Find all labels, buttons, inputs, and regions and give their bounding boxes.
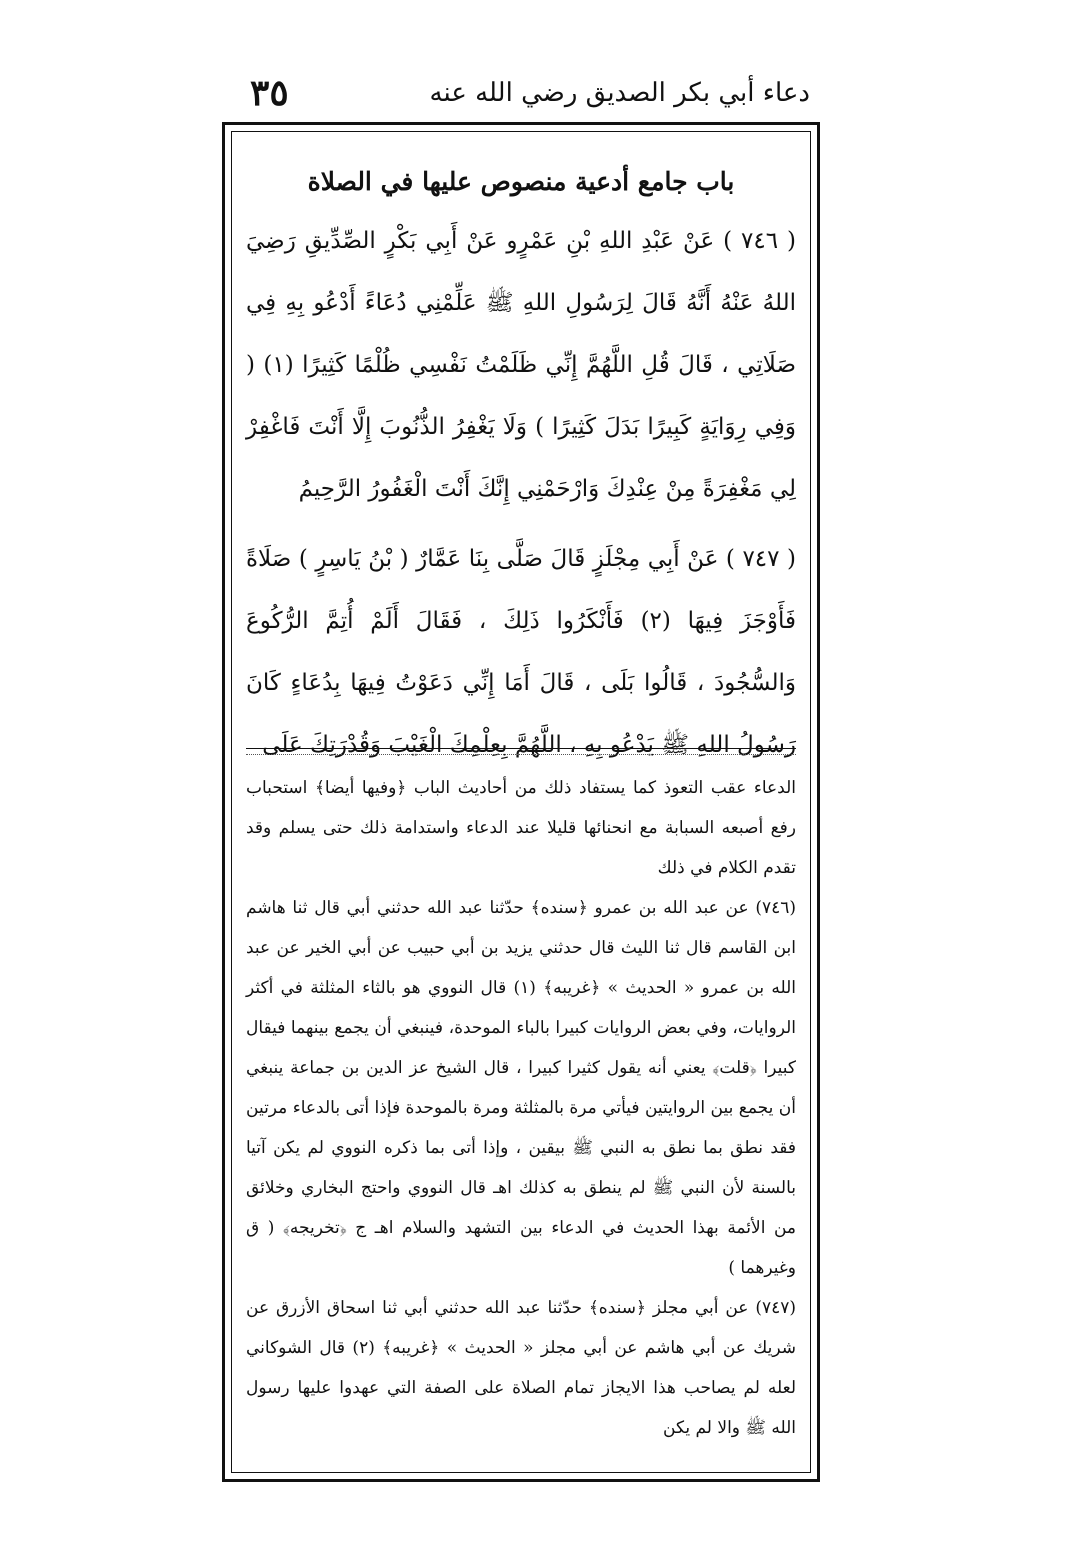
- hadith-747: ( ٧٤٧ ) عَنْ أَبِي مِجْلَزٍ قَالَ صَلَّى بِنَا عَمَّارٌ ( بْنُ يَاسِرٍ ) صَلَاةً فَأَوْجَزَ فِيهَا (٢) فَأَنْكَرُوا ذَلِكَ ، فَقَالَ أَلَمْ أُتِمَّ الرُّكُوعَ وَالسُّجُودَ ، قَالُوا بَلَى ، قَالَ أَمَا إِنِّي دَعَوْتُ فِيهَا بِدُعَاءٍ كَانَ رَسُولُ اللهِ ﷺ يَدْعُو بِهِ ، اللَّهُمَّ بِعِلْمِكَ الْغَيْبَ وَقُدْرَتِكَ عَلَى: [246, 546, 796, 758]
- page-number: ٣٥: [250, 72, 289, 114]
- commentary-paragraph: (٧٤٧) عن أبي مجلز ﴿سنده﴾ حدّثنا عبد الله حدثني أبي ثنا اسحاق الأزرق عن شريك عن أبي هاشم عن أبي مجلز « الحديث » ﴿غريبه﴾ (٢) قال الشوكاني لعله لم يصاحب هذا الايجاز تمام الصلاة على الصفة التي عهدوا عليها رسول الله ﷺ والا لم يكن: [246, 1298, 796, 1438]
- commentary-area: [246, 768, 796, 1460]
- page-frame-inner: [231, 131, 811, 1473]
- hadith-746: ( ٧٤٦ ) عَنْ عَبْدِ اللهِ بْنِ عَمْرٍو عَنْ أَبِي بَكْرٍ الصِّدِّيقِ رَضِيَ اللهُ عَنْهُ أَنَّهُ قَالَ لِرَسُولِ اللهِ ﷺ عَلِّمْنِي دُعَاءً أَدْعُو بِهِ فِي صَلَاتِي ، قَالَ قُلِ اللَّهُمَّ إِنِّي ظَلَمْتُ نَفْسِي ظُلْمًا كَثِيرًا (١) ( وَفِي رِوَايَةٍ كَبِيرًا بَدَلَ كَثِيرًا ) وَلَا يَغْفِرُ الذُّنُوبَ إِلَّا أَنْتَ فَاغْفِرْ لِي مَغْفِرَةً مِنْ عِنْدِكَ وَارْحَمْنِي إِنَّكَ أَنْتَ الْغَفُورُ الرَّحِيمُ: [246, 228, 796, 502]
- page-frame: [222, 122, 820, 1482]
- section-divider: [246, 748, 796, 749]
- hadith-text: [246, 210, 796, 776]
- main-text-area: [246, 148, 796, 768]
- page-header: [250, 70, 810, 122]
- section-divider-dotted: [246, 754, 796, 755]
- section-heading: باب جامع أدعية منصوص عليها في الصلاة: [307, 167, 735, 196]
- running-title: دعاء أبي بكر الصديق رضي الله عنه: [429, 78, 810, 108]
- commentary-paragraph: (٧٤٦) عن عبد الله بن عمرو ﴿سنده﴾ حدّثنا عبد الله حدثني أبي قال ثنا هاشم ابن القاسم قال ثنا الليث قال حدثني يزيد بن أبي حبيب عن أبي الخير عن عبد الله بن عمرو « الحديث » ﴿غريبه﴾ (١) قال النووي هو بالثاء المثلثة في أكثر الروايات، وفي بعض الروايات كبيرا بالباء الموحدة، فينبغي أن يجمع بينهما فيقال كبيرا ﴿قلت﴾ يعني أنه يقول كثيرا كبيرا ، قال الشيخ عز الدين بن جماعة ينبغي أن يجمع بين الروايتين فيأتي مرة بالمثلثة ومرة بالموحدة فإذا أتى بالدعاء مرتين فقد نطق بما نطق به النبي ﷺ بيقين ، وإذا أتى بما ذكره النووي لم يكن آتيا بالسنة لأن النبي ﷺ لم ينطق به كذلك اهـ قال النووي واحتج البخاري وخلائق من الأئمة بهذا الحديث في الدعاء بين التشهد والسلام اهـ ج ﴿تخريجه﴾ ( ق وغيرهما ): [246, 898, 796, 1278]
- commentary-paragraph: الدعاء عقب التعوذ كما يستفاد ذلك من أحاديث الباب ﴿وفيها أيضا﴾ استحباب رفع أصبعه السبابة مع انحنائها قليلا عند الدعاء واستدامة ذلك حتى يسلم وقد تقدم الكلام في ذلك: [246, 778, 796, 878]
